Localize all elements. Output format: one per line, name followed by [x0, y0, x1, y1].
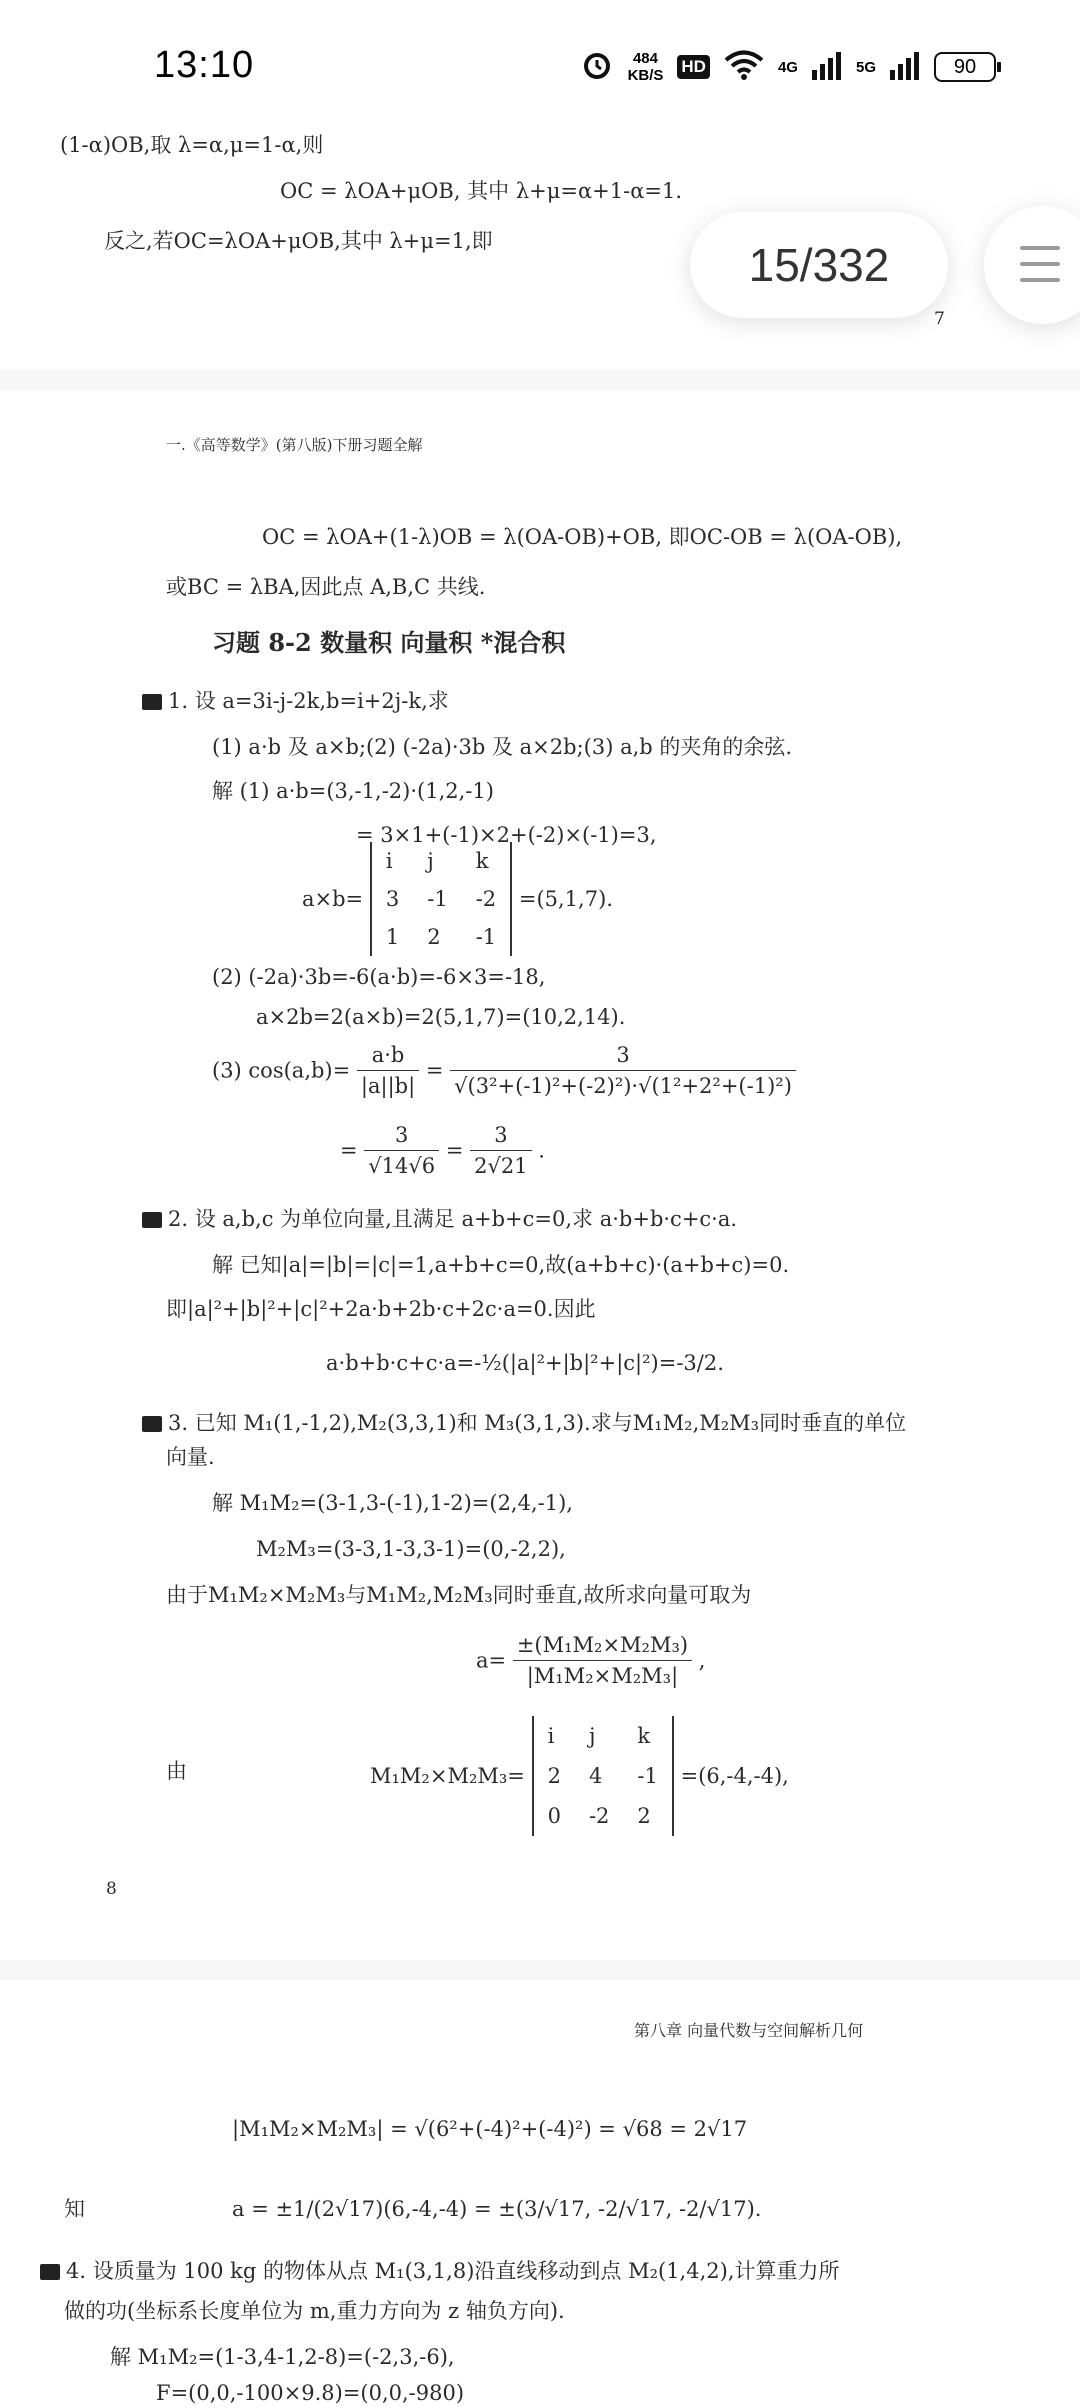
menu-icon — [1020, 246, 1060, 250]
running-header: 第八章 向量代数与空间解析几何 — [634, 2021, 864, 2040]
edit-icon — [142, 694, 162, 710]
exercise-3: 3. 已知 M₁(1,-1,2),M₂(3,3,1)和 M₃(3,1,3).求与M₁M₂,M₂M₃同时垂直的单位 — [142, 1408, 906, 1438]
status-bar — [0, 0, 1080, 132]
exercise-4: 4. 设质量为 100 kg 的物体从点 M₁(3,1,8)沿直线移动到点 M₂(1,4,2),计算重力所 — [40, 2256, 840, 2286]
page-number: 7 — [934, 309, 945, 329]
text-line: a = ±1/(2√17)(6,-4,-4) = ±(3/√17, -2/√17, -2/√17). — [232, 2197, 762, 2221]
text-line: 做的功(坐标系长度单位为 m,重力方向为 z 轴负方向). — [64, 2299, 565, 2323]
determinant-2: M₁M₂×M₂M₃= i j k 2 4 -1 0 -2 2 =(6,-4,-4), — [370, 1716, 789, 1836]
text-line: 由于M₁M₂×M₂M₃与M₁M₂,M₂M₃同时垂直,故所求向量可取为 — [166, 1583, 752, 1607]
text-line: 即|a|²+|b|²+|c|²+2a·b+2b·c+2c·a=0.因此 — [166, 1297, 596, 1321]
page-gap — [0, 1960, 1080, 1980]
wifi-icon — [724, 49, 764, 86]
text-line: 解 M₁M₂=(1-3,4-1,2-8)=(-2,3,-6), — [110, 2345, 455, 2369]
edit-icon — [40, 2264, 60, 2280]
section-title: 习题 8-2 数量积 向量积 *混合积 — [212, 628, 566, 657]
text-line: (1) a·b 及 a×b;(2) (-2a)·3b 及 a×2b;(3) a,b 的夹角的余弦. — [212, 735, 793, 759]
text-line: 反之,若OC=λOA+μOB,其中 λ+μ=1,即 — [104, 229, 493, 253]
running-header: 一.《高等数学》(第八版)下册习题全解 — [166, 436, 423, 454]
edit-icon — [142, 1416, 162, 1432]
edit-icon — [142, 1212, 162, 1228]
text-line: (1-α)OB,取 λ=α,μ=1-α,则 — [60, 133, 324, 157]
cosine-result: = $\frac{3}{√14√6}$ = $\frac{3}{2√21}$ . — [340, 1120, 545, 1181]
book-page-8 — [0, 390, 1080, 1960]
exercise-1: 1. 设 a=3i-j-2k,b=i+2j-k,求 — [142, 686, 449, 716]
page-gap — [0, 370, 1080, 390]
unit-vector-formula: a= $\frac{\text{±(M₁M₂×M₂M₃)}}{\text{|M₁M₂×M₂M₃|}}$ , — [476, 1630, 705, 1691]
text-line: (2) (-2a)·3b=-6(a·b)=-6×3=-18, — [212, 965, 546, 989]
text-line: |M₁M₂×M₂M₃| = √(6²+(-4)²+(-4)²) = √68 = 2√17 — [232, 2117, 748, 2141]
clock: 13:10 — [154, 44, 255, 86]
network-speed: 484 KB/S — [627, 50, 664, 84]
signal-4g-icon — [812, 50, 842, 85]
signal-5g-label: 5G — [855, 58, 876, 76]
text-line: 解 M₁M₂=(3-1,3-(-1),1-2)=(2,4,-1), — [212, 1491, 573, 1515]
text-line: 知 — [64, 2197, 85, 2221]
text-line: a·b+b·c+c·a=-½(|a|²+|b|²+|c|²)=-3/2. — [326, 1351, 724, 1375]
text-line: 解 已知|a|=|b|=|c|=1,a+b+c=0,故(a+b+c)·(a+b+c)=0. — [212, 1253, 790, 1277]
text-line: OC = λOA+(1-λ)OB = λ(OA-OB)+OB, 即OC-OB = λ(OA-OB), — [262, 525, 903, 549]
text-line: 向量. — [166, 1445, 215, 1469]
page-indicator[interactable]: 15/332 — [690, 212, 948, 318]
determinant-1: a×b= i j k 3 -1 -2 1 2 -1 =(5,1,7). — [302, 842, 613, 956]
cosine-formula: (3) cos(a,b)= $\frac{a\cdot b}{|a||b|}$ = $\frac{3}{\text{√(3²+(-1)²+(-2)²)·√(1²+2²+(-1)²)}}$ — [212, 1040, 796, 1101]
exercise-2: 2. 设 a,b,c 为单位向量,且满足 a+b+c=0,求 a·b+b·c+c·a. — [142, 1204, 737, 1234]
status-icons — [580, 44, 996, 90]
book-page-9 — [0, 1980, 1080, 2405]
signal-4g-label: 4G — [777, 58, 798, 76]
text-line: = 3×1+(-1)×2+(-2)×(-1)=3, — [356, 823, 657, 847]
text-line: a×2b=2(a×b)=2(5,1,7)=(10,2,14). — [256, 1005, 626, 1029]
text-line: 由 — [166, 1759, 187, 1783]
text-line: F=(0,0,-100×9.8)=(0,0,-980) — [156, 2381, 465, 2405]
alarm-icon — [580, 48, 614, 87]
page-number: 8 — [106, 1879, 117, 1899]
battery-icon: 90 — [934, 52, 996, 82]
text-line: 或BC = λBA,因此点 A,B,C 共线. — [166, 575, 486, 599]
text-line: 解 (1) a·b=(3,-1,-2)·(1,2,-1) — [212, 779, 494, 803]
text-line: OC = λOA+μOB, 其中 λ+μ=α+1-α=1. — [280, 179, 683, 203]
signal-5g-icon — [890, 50, 920, 85]
hd-voice-icon: HD — [677, 55, 710, 79]
text-line: M₂M₃=(3-3,1-3,3-1)=(0,-2,2), — [256, 1537, 566, 1561]
